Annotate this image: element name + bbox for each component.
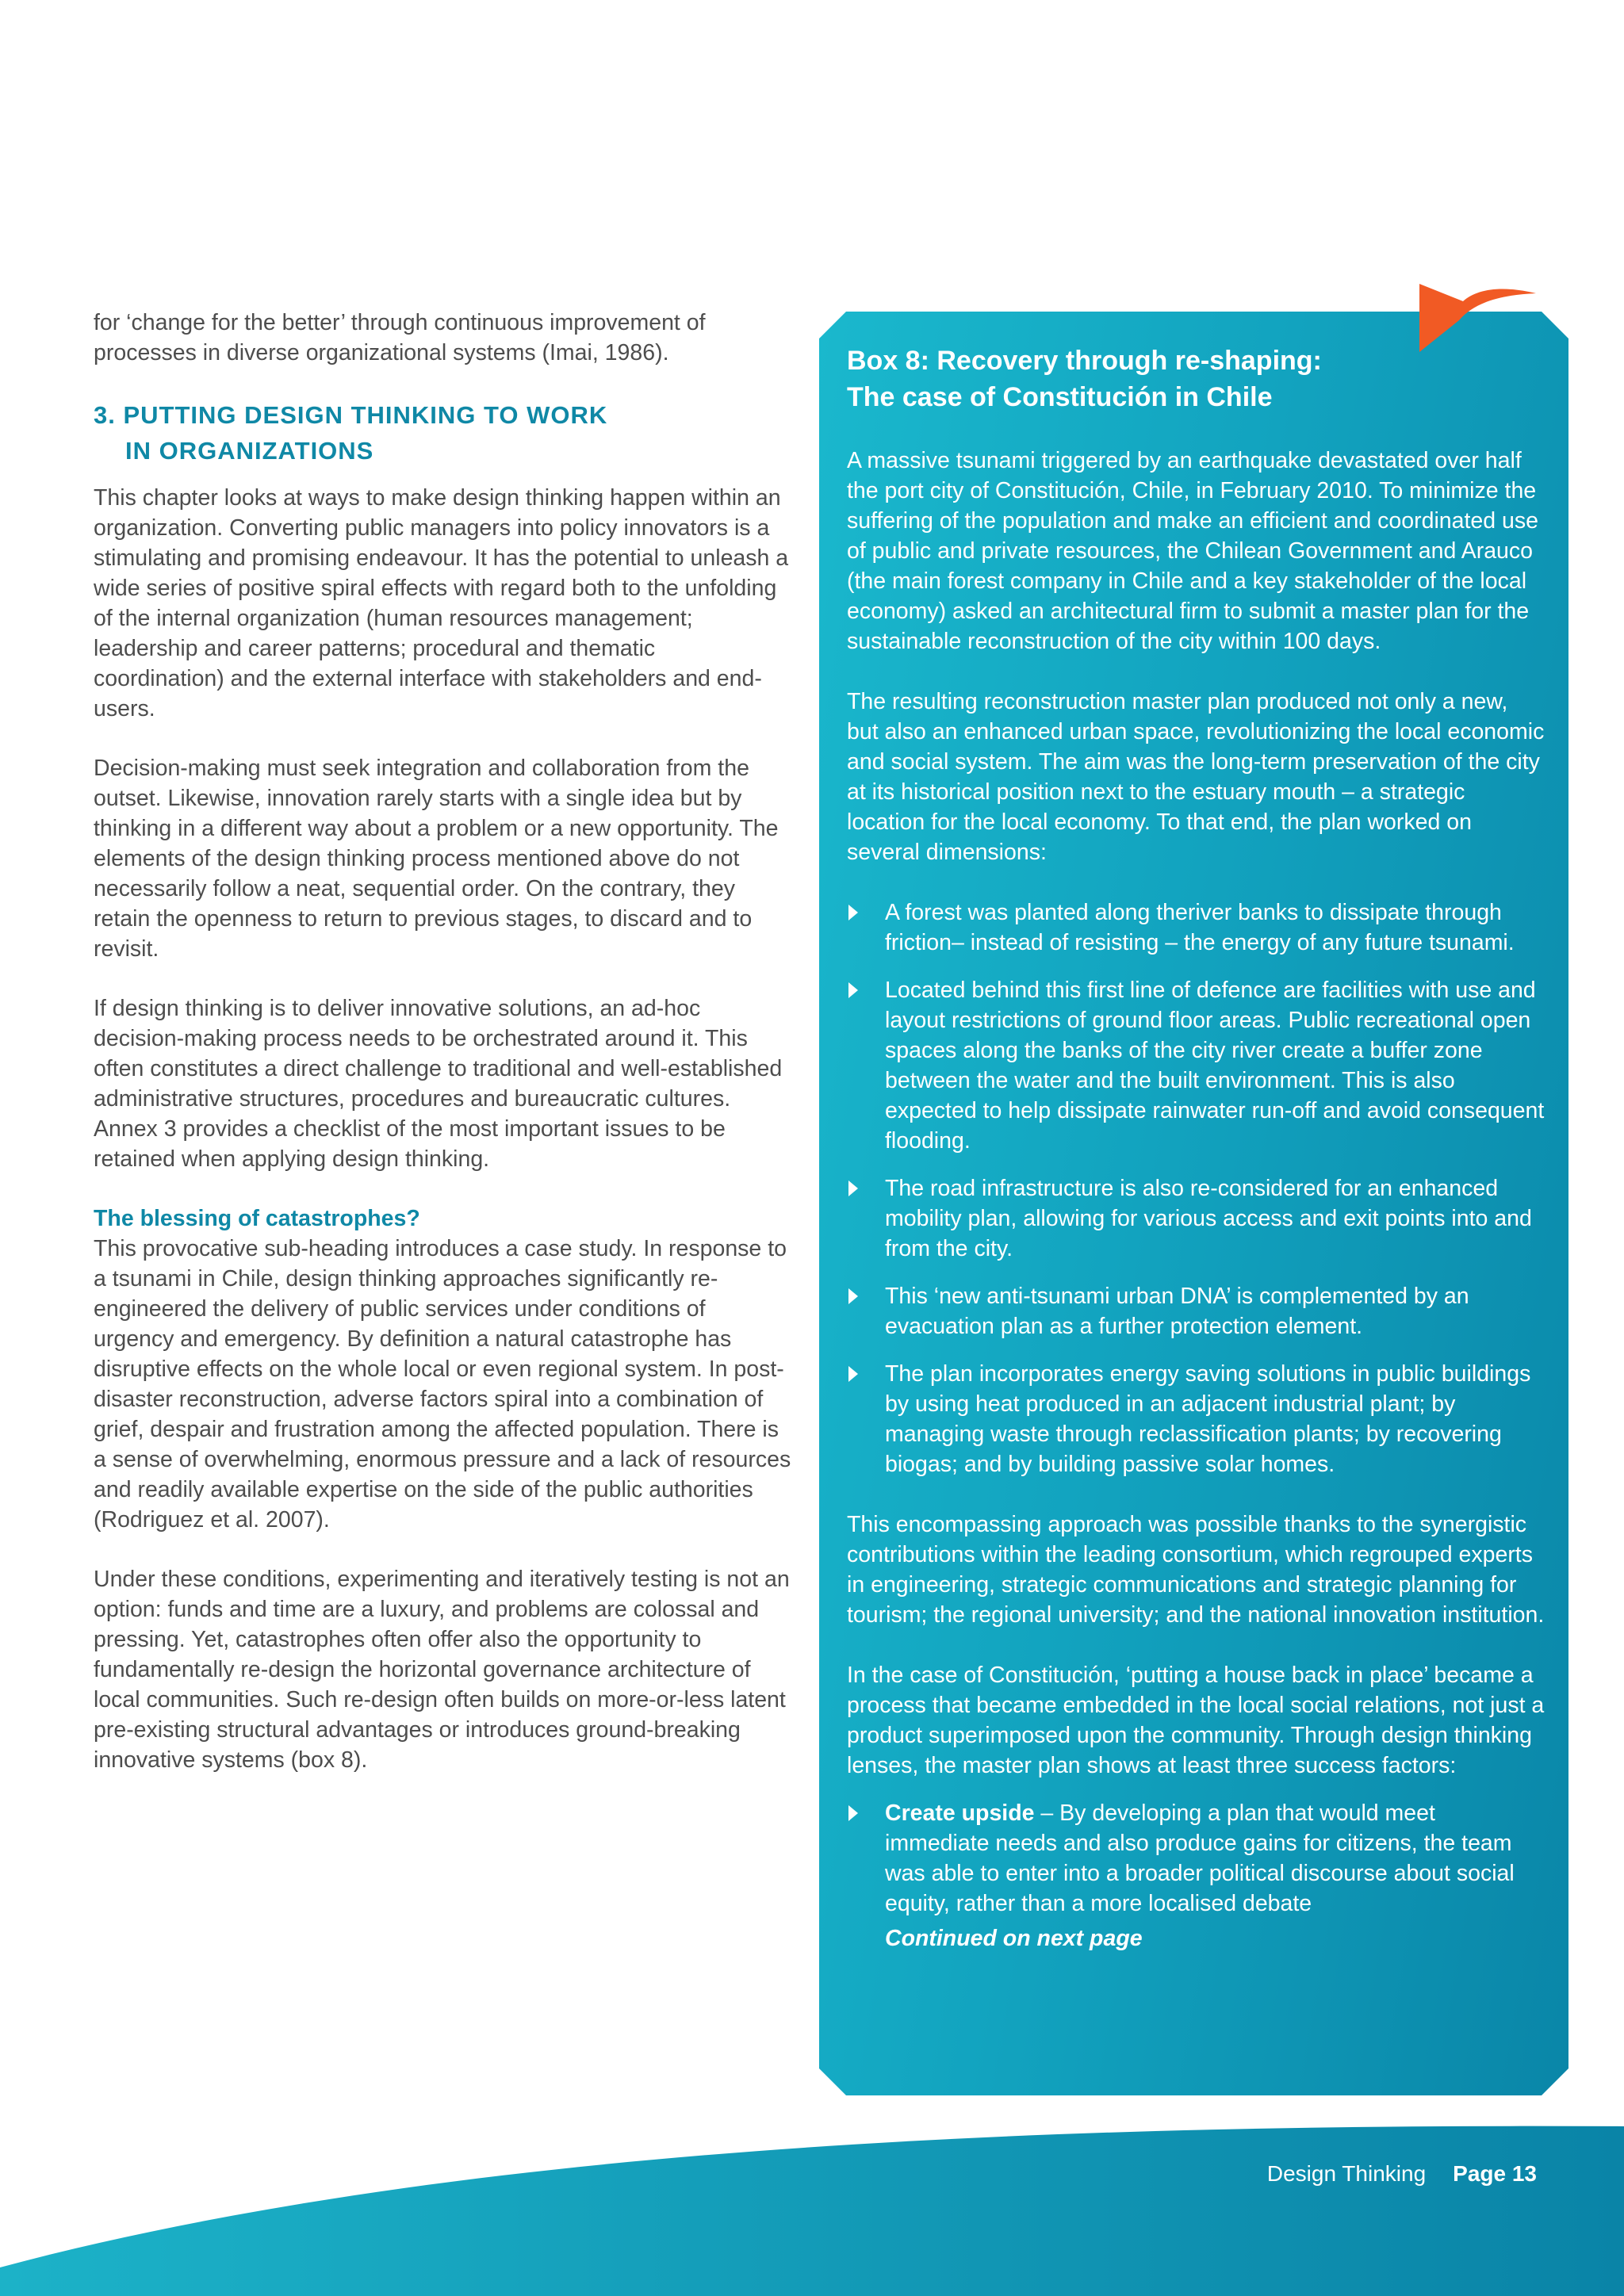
list-item xyxy=(847,975,1545,1156)
page-number: Page 13 xyxy=(1453,2161,1537,2186)
paragraph-5: Under these conditions, experimenting and iteratively testing is not an option: funds and time are a luxury, and problems are colossal and pressing. Yet, catastrophes often offer also the opportunity to fundamentally re-design the horizontal governance architecture of local communities. Such re-design often builds on more-or-less latent pre-existing structural advantages or introduces ground-breaking innovative systems (box 8). xyxy=(94,1567,790,1773)
triangle-bullet-icon xyxy=(848,982,858,998)
box-title xyxy=(847,342,1545,415)
triangle-bullet-icon xyxy=(848,905,858,920)
triangle-bullet-icon xyxy=(848,1181,858,1196)
list-item-text: The plan incorporates energy saving solutions in public buildings by using heat produced in an adjacent industrial plant; by managing waste through reclassification plants; by recovering biogas; and by building passive solar homes. xyxy=(885,1361,1531,1477)
triangle-bullet-icon xyxy=(848,1805,858,1821)
paragraph-3: If design thinking is to deliver innovative solutions, an ad-hoc decision-making process needs to be orchestrated around it. This often constitutes a direct challenge to traditional and well-established administrative structures, procedures and bureaucratic cultures. Annex 3 provides a checklist of the most important issues to be retained when applying design thinking. xyxy=(94,996,783,1172)
box-paragraph-1: A massive tsunami triggered by an earthquake devastated over half the port city of Constitución, Chile, in February 2010. To minimize the suffering of the population and make an efficient and coordinated use of public and private resources, the Chilean Government and Arauco (the main forest company in Chile and a key stakeholder of the local economy) asked an architectural firm to submit a master plan for the sustainable reconstruction of the city within 100 days. xyxy=(847,448,1538,654)
box-title-line2: The case of Constitución in Chile xyxy=(847,382,1273,412)
list-item xyxy=(847,1359,1545,1479)
list-item xyxy=(847,1798,1545,1919)
triangle-bullet-icon xyxy=(848,1288,858,1304)
list-item-text: Located behind this first line of defence are facilities with use and layout restrictions of ground floor areas. Public recreational open spaces along the banks of the city river create a buffer zone between the water and the built environment. This is also expected to help dissipate rainwater run-off and avoid consequent flooding. xyxy=(885,978,1545,1154)
subheading: The blessing of catastrophes? xyxy=(94,1206,420,1231)
footer-wave xyxy=(0,2117,1624,2296)
intro-paragraph: for ‘change for the better’ through continuous improvement of processes in diverse organizational systems (Imai, 1986). xyxy=(94,310,706,365)
paragraph-4: This provocative sub-heading introduces a case study. In response to a tsunami in Chile, design thinking approaches significantly re-engineered the delivery of public services under conditions of urgency and emergency. By definition a natural catastrophe has disruptive effects on the whole local or even regional system. In post-disaster reconstruction, adverse factors spiral into a combination of grief, despair and frustration among the affected population. There is a sense of overwhelming, enormous pressure and a lack of resources and readily available expertise on the side of the public authorities (Rodriguez et al. 2007). xyxy=(94,1236,791,1533)
list-item-text: This ‘new anti-tsunami urban DNA’ is complemented by an evacuation plan as a further protection element. xyxy=(885,1284,1469,1339)
list-item xyxy=(847,897,1545,958)
triangle-bullet-icon xyxy=(848,1366,858,1382)
box-paragraph-2: The resulting reconstruction master plan produced not only a new, but also an enhanced urban space, revolutionizing the local economic and social system. The aim was the long-term preservation of the city at its historical position next to the estuary mouth – a strategic location for the local economy. To that end, the plan worked on several dimensions: xyxy=(847,689,1545,865)
dimensions-list xyxy=(847,897,1545,1479)
page-footer xyxy=(1267,2158,1537,2190)
paragraph-2: Decision-making must seek integration and collaboration from the outset. Likewise, innovation rarely starts with a single idea but by thinking in a different way about a problem or a new opportunity. The elements of the design thinking process mentioned above do not necessarily follow a neat, sequential order. On the contrary, they retain the openness to return to previous stages, to discard and to revisit. xyxy=(94,756,779,962)
list-item-text: A forest was planted along theriver banks to dissipate through friction– instead of resisting – the energy of any future tsunami. xyxy=(885,900,1515,955)
section-heading xyxy=(94,397,791,469)
list-item-text: The road infrastructure is also re-considered for an enhanced mobility plan, allowing for various access and exit points into and from the city. xyxy=(885,1176,1532,1261)
document-title: Design Thinking xyxy=(1266,2161,1427,2186)
list-item xyxy=(847,1173,1545,1264)
factor-title: Create upside xyxy=(885,1800,1035,1826)
list-item xyxy=(847,1281,1545,1341)
paragraph-1: This chapter looks at ways to make design thinking happen within an organization. Converting public managers into policy innovators is a stimulating and promising endeavour. It has the potential to unleash a wide series of positive spiral effects with regard both to the unfolding of the internal organization (human resources management; leadership and career patterns; procedural and thematic coordination) and the external interface with stakeholders and end-users. xyxy=(94,485,789,721)
success-factors-list xyxy=(847,1798,1545,1919)
box-paragraph-3: This encompassing approach was possible thanks to the synergistic contributions within the leading consortium, which regrouped experts in engineering, strategic communications and strategic planning for tourism; the regional university; and the national innovation institution. xyxy=(847,1512,1545,1628)
main-column xyxy=(94,308,791,1804)
case-study-content xyxy=(847,342,1545,1954)
continued-note: Continued on next page xyxy=(885,1926,1143,1951)
factor-text: – By developing a plan that would meet immediate needs and also produce gains for citizens, the team was able to enter into a broader political discourse about social equity, rather than a more localised debate xyxy=(885,1800,1515,1916)
box-paragraph-4: In the case of Constitución, ‘putting a house back in place’ became a process that became embedded in the local social relations, not just a product superimposed upon the community. Through design thinking lenses, the master plan shows at least three success factors: xyxy=(847,1663,1545,1778)
box-title-line1: Box 8: Recovery through re-shaping: xyxy=(847,346,1322,376)
section-heading-line2: IN ORGANIZATIONS xyxy=(125,437,374,465)
section-heading-line1: 3. PUTTING DESIGN THINKING TO WORK xyxy=(94,401,608,429)
